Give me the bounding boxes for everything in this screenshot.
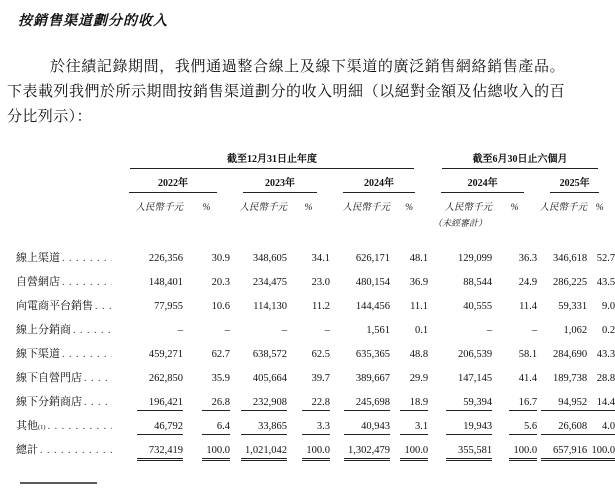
row-label: 線下分銷商店: [16, 396, 82, 408]
units-header-row: [16, 193, 612, 213]
unit-amount-label: 人民幣千元: [444, 203, 493, 213]
percent-cell: –: [324, 325, 330, 336]
row-label: 線下自營門店: [16, 372, 82, 384]
dot-leader: [48, 421, 112, 432]
table-row: [16, 249, 612, 273]
header-spacer: [16, 213, 428, 249]
percent-cell: 24.9: [518, 277, 538, 288]
amount-cell: 59,394: [446, 397, 492, 411]
table-row: [16, 369, 612, 393]
percent-cell: 35.9: [211, 373, 230, 384]
percent-cell: 48.8: [409, 349, 429, 360]
amount-cell: 1,021,042: [241, 445, 287, 461]
percent-cell: 62.7: [211, 349, 230, 360]
table-row: [16, 393, 612, 417]
amount-cell: 232,908: [241, 397, 287, 411]
amount-cell: 245,698: [344, 397, 390, 411]
row-label: 線下渠道: [16, 348, 60, 360]
percent-cell: –: [531, 325, 538, 336]
percent-cell: 36.3: [518, 253, 538, 264]
amount-cell: 189,738: [552, 373, 588, 384]
percent-cell: 41.4: [518, 373, 538, 384]
percent-cell: 52.7: [596, 253, 615, 264]
row-label: 總計: [16, 444, 38, 456]
percent-cell: 100.0: [587, 445, 615, 461]
percent-cell: 43.5: [596, 277, 615, 288]
table-row: [16, 321, 612, 345]
amount-cell: 46,792: [137, 421, 183, 435]
period-group-interim: [428, 150, 612, 169]
percent-cell: 11.4: [519, 301, 538, 312]
percent-cell: 28.8: [596, 373, 615, 384]
dot-leader: [84, 373, 112, 384]
dot-leader: [84, 397, 112, 408]
amount-cell: 635,365: [355, 349, 390, 360]
unit-percent-label: %: [405, 203, 413, 213]
unit-percent-label: %: [304, 203, 313, 213]
amount-cell: 262,850: [148, 373, 183, 384]
amount-cell: 26,608: [541, 421, 587, 435]
percent-cell: 3.1: [400, 421, 428, 435]
unaudited-note-row: [16, 213, 612, 249]
period-group-annual: [116, 150, 428, 169]
unit-percent-label: %: [202, 203, 211, 213]
amount-cell: 196,421: [137, 397, 183, 411]
amount-cell: 480,154: [355, 277, 390, 288]
amount-cell: –: [281, 325, 287, 336]
percent-cell: 20.3: [211, 277, 230, 288]
amount-cell: 1,302,479: [344, 445, 390, 461]
dot-leader: [62, 253, 112, 264]
percent-cell: 14.4: [587, 397, 615, 411]
period-group-annual-label: 截至12月31日止年度: [130, 150, 414, 169]
row-label: 其他: [16, 420, 38, 432]
amount-cell: 88,544: [463, 277, 493, 288]
footnote-divider: [20, 482, 97, 484]
table-body: [16, 249, 615, 465]
amount-cell: 459,271: [148, 349, 183, 360]
percent-cell: 100.0: [509, 445, 537, 461]
percent-cell: 30.9: [211, 253, 230, 264]
dot-leader: [95, 301, 112, 312]
header-spacer: [16, 193, 116, 213]
row-label: 向電商平台銷售: [16, 300, 93, 312]
percent-cell: 100.0: [302, 445, 330, 461]
amount-cell: 94,952: [541, 397, 587, 411]
table-row: [16, 345, 612, 369]
dot-leader: [40, 445, 112, 456]
percent-cell: 0.2: [601, 325, 615, 336]
amount-cell: 234,475: [252, 277, 287, 288]
table-row: [16, 273, 612, 297]
percent-cell: 43.3: [596, 349, 615, 360]
percent-cell: 3.3: [302, 421, 330, 435]
amount-cell: 638,572: [252, 349, 287, 360]
dot-leader: [73, 325, 112, 336]
amount-cell: 284,690: [552, 349, 588, 360]
unit-amount-label: 人民幣千元: [539, 203, 588, 213]
year-header-2024: 2024年: [330, 169, 428, 193]
amount-cell: –: [177, 325, 183, 336]
year-header-2024-interim: 2024年: [428, 169, 537, 193]
percent-cell: 48.1: [409, 253, 429, 264]
row-label: 線上分銷商: [16, 324, 71, 336]
row-label: 線上渠道: [16, 252, 60, 264]
unit-amount-label: 人民幣千元: [135, 203, 183, 213]
section-title: 按銷售渠道劃分的收入: [18, 14, 168, 29]
revenue-by-sales-channel-table: [16, 150, 615, 465]
amount-cell: 286,225: [552, 277, 588, 288]
amount-cell: 33,865: [241, 421, 287, 435]
amount-cell: 59,331: [558, 301, 588, 312]
amount-cell: 405,664: [252, 373, 287, 384]
amount-cell: 1,062: [563, 325, 588, 336]
amount-cell: 40,555: [463, 301, 493, 312]
intro-paragraph: 於往績記錄期間，我們通過整合線上及線下渠道的廣泛銷售網絡銷售產品。下表載列我們於所示期間按銷售渠道劃分的收入明細（以絕對金額及佔總收入的百分比列示）：: [7, 59, 565, 125]
percent-cell: 26.8: [202, 397, 230, 411]
unaudited-note: （未經審計）: [433, 218, 488, 228]
percent-cell: 22.8: [302, 397, 330, 411]
percent-cell: 100.0: [400, 445, 428, 461]
percent-cell: 11.1: [410, 301, 429, 312]
percent-cell: 9.0: [601, 301, 615, 312]
unit-amount-label: 人民幣千元: [239, 203, 287, 213]
table-row: [16, 297, 612, 321]
percent-cell: 11.2: [312, 301, 330, 312]
amount-cell: 1,561: [366, 325, 390, 336]
percent-cell: 100.0: [202, 445, 230, 461]
document-page: [0, 13, 615, 465]
percent-cell: 18.9: [400, 397, 428, 411]
period-group-interim-label: 截至6月30日止六個月: [442, 150, 598, 169]
amount-cell: 77,955: [154, 301, 183, 312]
year-header-2023: 2023年: [230, 169, 330, 193]
amount-cell: –: [486, 325, 493, 336]
header-spacer: [492, 213, 612, 249]
amount-cell: 355,581: [446, 445, 492, 461]
amount-cell: 657,916: [541, 445, 587, 461]
percent-cell: 23.0: [311, 277, 330, 288]
amount-cell: 19,943: [446, 421, 492, 435]
amount-cell: 148,401: [148, 277, 183, 288]
percent-cell: 34.1: [311, 253, 330, 264]
header-spacer: [16, 169, 116, 193]
percent-cell: 39.7: [311, 373, 330, 384]
amount-cell: 147,145: [457, 373, 493, 384]
table-row: [16, 441, 612, 465]
amount-cell: 40,943: [344, 421, 390, 435]
dot-leader: [62, 277, 112, 288]
percent-cell: 62.5: [311, 349, 330, 360]
unit-percent-label: %: [510, 203, 519, 213]
dot-leader: [62, 349, 112, 360]
unit-percent-label: %: [595, 203, 604, 213]
percent-cell: 5.6: [509, 421, 537, 435]
amount-cell: 346,618: [552, 253, 588, 264]
percent-cell: 4.0: [587, 421, 615, 435]
period-group-row: [16, 150, 612, 169]
percent-cell: 6.4: [202, 421, 230, 435]
amount-cell: 226,356: [148, 253, 183, 264]
year-header-row: [16, 169, 612, 193]
amount-cell: 144,456: [355, 301, 390, 312]
year-header-2025-interim: 2025年: [537, 169, 612, 193]
amount-cell: 129,099: [457, 253, 493, 264]
percent-cell: 10.6: [211, 301, 230, 312]
percent-cell: 0.1: [414, 325, 429, 336]
row-label: 自營網店: [16, 276, 60, 288]
table-row: 其他 (1) . . . 46,792 6.4 33,865 3.3 40,943 3.1 19,943 5.6 26,608 4.0: [16, 417, 612, 441]
percent-cell: 36.9: [409, 277, 429, 288]
amount-cell: 732,419: [137, 445, 183, 461]
amount-cell: 389,667: [355, 373, 390, 384]
percent-cell: 16.7: [509, 397, 537, 411]
amount-cell: 206,539: [457, 349, 493, 360]
unit-amount-label: 人民幣千元: [342, 203, 390, 213]
amount-cell: 114,130: [253, 301, 287, 312]
amount-cell: 348,605: [252, 253, 287, 264]
amount-cell: 626,171: [355, 253, 390, 264]
percent-cell: 29.9: [409, 373, 429, 384]
percent-cell: –: [224, 325, 230, 336]
percent-cell: 58.1: [518, 349, 538, 360]
header-spacer: [16, 150, 116, 169]
year-header-2022: 2022年: [116, 169, 230, 193]
